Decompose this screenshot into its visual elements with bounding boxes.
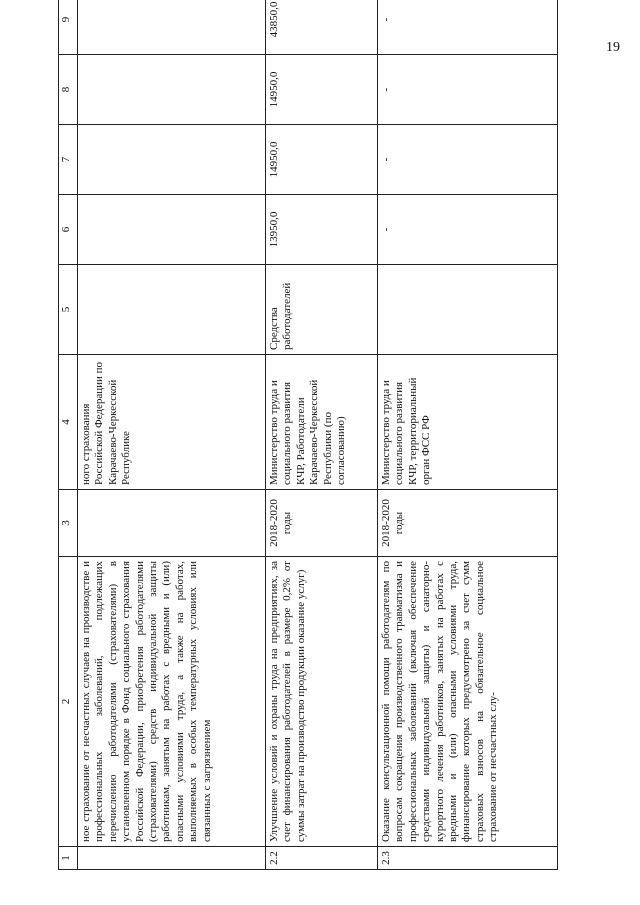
row-source: Средства работодателей	[266, 265, 378, 355]
rotated-table-container	[58, 1, 588, 870]
row-value-col7	[78, 125, 266, 195]
program-table	[58, 0, 558, 870]
row-value-col6: -	[378, 195, 558, 265]
header-col-7: 7	[59, 125, 78, 195]
table-row	[378, 0, 558, 870]
header-col-2: 2	[59, 557, 78, 847]
row-value-col7: 14950,0	[266, 125, 378, 195]
row-value-col6	[78, 195, 266, 265]
row-description: Оказание консультационной помощи работодателям по вопросам сокращения производственного травматизма и профессиональных заболеваний (включая обеспечение средствами индивидуальной защиты) и санаторно-курортного лечения работников, занятых на работах с вредными и (или) опасными условиями труда, финансирование которых предусмотрено за счет сумм страховых взносов на обязательное социальное страхование от несчастных слу-	[378, 557, 558, 847]
header-col-1: 1	[59, 847, 78, 870]
row-period: 2018-2020 годы	[266, 490, 378, 557]
row-value-col9: 43850,0	[266, 0, 378, 55]
row-executor: ного страхования Российской Федерации по Карачаево-Черкесской Республике	[78, 355, 266, 490]
row-value-col8: -	[378, 55, 558, 125]
row-value-col9	[78, 0, 266, 55]
header-col-9: 9	[59, 0, 78, 55]
table-row	[266, 0, 378, 870]
row-value-col6: 13950,0	[266, 195, 378, 265]
page-number: 19	[606, 40, 620, 55]
header-col-3: 3	[59, 490, 78, 557]
row-source	[78, 265, 266, 355]
header-col-8: 8	[59, 55, 78, 125]
table-row	[78, 0, 266, 870]
row-description: Улучшение условий и охраны труда на предприятиях, за счет финансирования работодателей в размере 0,2% от суммы затрат на производство продукции оказание услуг)	[266, 557, 378, 847]
row-executor: Министерство труда и социального развития КЧР, территориальный орган ФСС РФ	[378, 355, 558, 490]
row-value-col9: -	[378, 0, 558, 55]
header-col-6: 6	[59, 195, 78, 265]
row-number	[78, 847, 266, 870]
row-value-col8: 14950,0	[266, 55, 378, 125]
row-value-col7: -	[378, 125, 558, 195]
row-executor: Министерство труда и социального развития КЧР, Работодатели Карачаево-Черкесской Республики (по согласованию)	[266, 355, 378, 490]
row-period	[78, 490, 266, 557]
row-value-col8	[78, 55, 266, 125]
row-period: 2018-2020 годы	[378, 490, 558, 557]
row-number: 2.2	[266, 847, 378, 870]
row-number: 2.3	[378, 847, 558, 870]
row-source	[378, 265, 558, 355]
header-col-4: 4	[59, 355, 78, 490]
row-description: ное страхование от несчастных случаев на производстве и профессиональных заболеваний, подлежащих перечислению работодателями (страхователями) в установленном порядке в Фонд социального страхования Российской Федерации, приобретения работодателями (страхователями) средств индивидуальной защиты работникам, занятым на работах с вредными и (или) опасными условиями труда, а также на работах, выполняемых в особых температурных условиях или связанных с загрязнением	[78, 557, 266, 847]
header-col-5: 5	[59, 265, 78, 355]
table-header-row	[59, 0, 78, 870]
